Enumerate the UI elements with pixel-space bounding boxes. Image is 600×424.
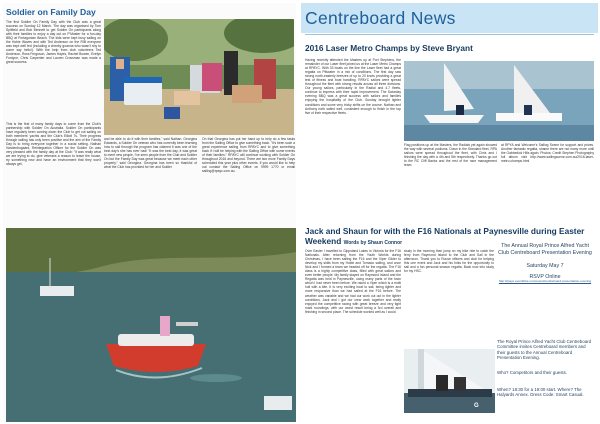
rib-boat-photo (6, 228, 296, 422)
event-rsvp-link[interactable]: http://rpayc.eventbrite.com/event/centreboard-presentation-evening (498, 278, 592, 283)
event-body-1: The Royal Prince Alfred Yacht Club Centreboard Committee invites Centreboard members and their guests to the Annual Centreboard Presentation Evening. (497, 339, 592, 361)
masthead-banner (301, 3, 598, 33)
f16-article-col2: study in the morning then jump on my bike ride to catch the ferry from Raymond Island to the Club and Sail in the afternoon. Thank you to Rouse officers and club for helping this one event and Jack and his folks for the opportunity to sail and a fun personal season regatta. Back now into study for my HSC. (404, 249, 494, 274)
masthead-divider (305, 34, 594, 35)
event-rsvp: RSVP Online (529, 273, 561, 280)
event-body-3: When? 18:30 for a 19:00 start. Where? The Halyards Annex. Dress Code: Smart Casual. (497, 387, 584, 398)
laser-article-title (305, 43, 473, 53)
soldier-on-page (3, 3, 296, 422)
soldier-on-title: Soldier on Family Day (6, 7, 96, 17)
laser-sailing-photo (404, 61, 594, 141)
event-title: The Annual Royal Prince Alfred Yacht Club Centreboard Presentation Evening (498, 243, 592, 257)
soldier-on-col1-top: The first Soldier On Family Day with the Club was a great success on Sunday 12 March. The day was organised by Tom Spitfield and Bob Bennett to get Soldier On participants along with their families to enjoy a day out on P'Master for a fun-day BBQ at Portagunian Beach. The kids were kept busy sailing on the Hobie Waves and with Ted Anderson on the RIB everyone was kept well fed (including a cheeky goanna who wasn't shy to come say hello!). With the help from club volunteers Ted Anderson, Ross Ferguson, James Hayes, Rachel Bowen, Evelyn Fordyce, Chris Carpenter and Lauren Crossman was made a great success. (6, 20, 101, 65)
family-day-photo (104, 19, 294, 135)
soldier-on-col3: On that Georgina has put her hand up to help do a few tasks from the Sailing Office to give something back. "It's been such a great experience sailing from RPAYC and to give something back if I will be helping with the Sailing Office with some events of their families." RPAYC will continue working with Soldier On throughout 2016 and beyond. There are two more Family Days scheduled this year plus other events. If you would like to help out contact the Sailing Office on 9999 1770 or email sailing@rpayc.com.au. (202, 137, 295, 174)
centreboard-news-page (301, 3, 598, 422)
svg-text:G: G (474, 403, 479, 409)
masthead-title: Centreboard News (305, 8, 456, 28)
laser-article-title-text: 2016 Laser Metro Champs (305, 43, 408, 53)
soldier-on-col2: and be able to do it with their families," said Nathan. Georgina Edwards, a Soldier On veteran who has currently been learning how to sail through the program has claimed it was one of the best day's she has ever had! "It was the best day, it was great to meet new people, I've seen people from the Club and Soldier On but the Family Day was great because we meet each other properly," said Georgina. Georgina has been so thankful of what the Club has provided for her and Soldier (104, 137, 197, 170)
event-body-2: Who? Competitors and their guests. (497, 370, 568, 375)
soldier-on-col1-bottom: This is the first of many family days to come from the Club's partnership with Soldier On Australia. Soldier On participants have regularly been coming down the Club to get out sailing on both members' yachts and the Club's Elliott 7s. Their progress through sailing has only been positive and the aim of the Family Day is to bring everyone together in a social setting. Nathan Vandenbogaard, Reintegration Officer for the Soldier On was very pleased with the family day at the Club: "It was really what we are trying to do, give veterans a reason to leave the house, try something new and have an environment that they won't always get, (6, 122, 101, 167)
laser-article-col1: Having recently attended the Masters up at Port Stephens, the remainder of our Laser fleet joined us at the Laser Metro Champs at RPAYC. With 33 boats on the line the Laser fleet had a great regatta on Pittwater in a mix of conditions. The first day saw strong north-easterly breezes of up to 20 knots providing a great test of fitness and boat handling. RPAYC sailors were spread throughout the fleet with strong results across all three divisions. Our young sailors, particularly in the Radial and 4.7 fleets, continue to impress with their rapid improvement. The Saturday evening BBQ was a great success with sailors and families enjoying the hospitality of the Club. Sunday brought lighter conditions and some very tricky shifts on the course. Nathan and Anthony both sailed well, consistent enough to finish in the top five of their respective fleets. (305, 58, 401, 115)
f16-article-title-text: Jack and Shaun for with the F16 Nationals at Paynesville during Easter Weekend (305, 226, 585, 246)
f16-catamaran-photo (404, 349, 495, 413)
presentation-evening-notice (496, 243, 594, 283)
f16-article-col1: Over Easter I travelled to Gippsland Lakes in Victoria for the F16 Nationals. After returning from the Youth Worlds during Christmas, I have been sailing the F16 and the Viper Glider to develop my skills from my Hobie and Tornado sailing, and once Nick and I formed a team we headed off for the regatta. The F16 class is a highly competitive class, filled with great sailors and even better people. My family stayed on Raymond Island and the Regatta was held in Paynesville, using many parts of the town which I had never been before. We raced a Viper which is a multi hull with a kite. It is very exciting boat to sail, being lighter and more responsive than we had sailed at the F16 before. The weather was variable and we had our work cut out in the lighter conditions. Jack and I got our crew work together and really enjoyed the competitive racing with great breeze and very tight mark roundings, with our worst result being a 3rd overall and finishing in second place. The schedule worked well as I could (305, 249, 401, 314)
laser-article-col3: at RPYA and Welcome's Sailing Scene for support and prizes. Another fantastic regatta, shame there are not many more until the Gabbedick Hills again. Photos: Credit Stephen Photography full album visit http://www.sailingscene.com.au/2016-laser-metro-champs.html (501, 143, 594, 164)
laser-article-col2: Flag positions up at the Masters, the Radials yet again showed the way with several podiums. Down in the Standard fleet, RPA sailors were spread throughout the fleet, with Chris and I finishing the day with a 4th and 5th respectively. Thanks go out to the RC Cliff Banks and the rest of the race management team. (404, 143, 497, 168)
laser-article-byline: by Steve Bryant (410, 43, 473, 53)
f16-article-byline: Words by Shaun Connor (343, 240, 403, 246)
event-date: Saturday May 7 (526, 262, 564, 269)
